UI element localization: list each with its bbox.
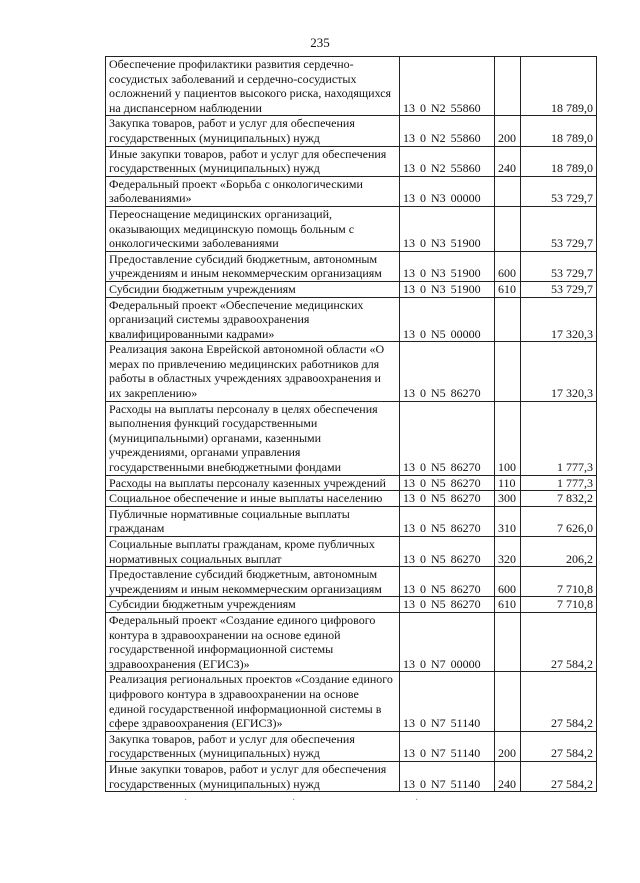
row-expense-type: 300 xyxy=(495,491,521,507)
page-number: 235 xyxy=(310,35,330,50)
row-expense-type: 240 xyxy=(495,146,521,176)
row-amount: 1 777,3 xyxy=(521,401,597,475)
row-amount: 18 789,0 xyxy=(521,57,597,116)
row-amount: 7 832,2 xyxy=(521,491,597,507)
row-expense-type xyxy=(495,176,521,206)
row-name: Федеральный проект «Борьба с онкологическими заболеваниями» xyxy=(106,176,400,206)
row-amount: 53 729,7 xyxy=(521,206,597,251)
table-row xyxy=(106,672,597,731)
row-target-code: 13 0 N7 00000 xyxy=(400,612,495,671)
row-expense-type: 320 xyxy=(495,537,521,567)
row-target-code: 13 0 N5 86270 xyxy=(400,506,495,536)
row-name: Расходы на выплаты персоналу казенных учреждений xyxy=(106,475,400,491)
row-target-code: 13 0 N5 86270 xyxy=(400,567,495,597)
row-target-code: 13 0 N5 86270 xyxy=(400,475,495,491)
row-amount: 27 584,2 xyxy=(521,672,597,731)
row-name: Федеральный проект «Обеспечение медицинских организаций системы здравоохранения квалифицированными кадрами» xyxy=(106,297,400,342)
table-row xyxy=(106,281,597,297)
table-row xyxy=(106,146,597,176)
row-amount: 7 626,0 xyxy=(521,506,597,536)
row-expense-type: 600 xyxy=(495,251,521,281)
table-row xyxy=(106,176,597,206)
row-amount: 53 729,7 xyxy=(521,281,597,297)
row-name: Иные закупки товаров, работ и услуг для обеспечения государственных (муниципальных) нужд xyxy=(106,146,400,176)
row-expense-type: 310 xyxy=(495,506,521,536)
row-expense-type: 200 xyxy=(495,116,521,146)
table-row xyxy=(106,567,597,597)
row-target-code: 13 0 N5 86270 xyxy=(400,597,495,613)
row-name: Субсидии бюджетным учреждениям xyxy=(106,281,400,297)
table-row xyxy=(106,506,597,536)
table-row xyxy=(106,537,597,567)
row-target-code: 13 0 N3 51900 xyxy=(400,251,495,281)
row-amount: 1 777,3 xyxy=(521,475,597,491)
row-amount: 27 584,2 xyxy=(521,731,597,761)
row-target-code: 13 0 N5 86270 xyxy=(400,537,495,567)
row-amount: 27 584,2 xyxy=(521,612,597,671)
row-expense-type xyxy=(495,612,521,671)
row-name: Расходы на выплаты персоналу в целях обеспечения выполнения функций государственными (муниципальными) органами, казенными учреждениями, органами управления государственными внебюджетными фондами xyxy=(106,401,400,475)
row-amount: 206,2 xyxy=(521,537,597,567)
row-target-code: 13 0 N5 86270 xyxy=(400,342,495,401)
row-name: Реализация закона Еврейской автономной области «О мерах по привлечению медицинских работников для работы в областных учреждениях здравоохранения и их закреплению» xyxy=(106,342,400,401)
table-row xyxy=(106,475,597,491)
table-row xyxy=(106,731,597,761)
row-amount: 53 729,7 xyxy=(521,251,597,281)
row-name: Федеральный проект «Создание единого цифрового контура в здравоохранении на основе единой государственной информационной системы здравоохранения (ЕГИСЗ)» xyxy=(106,612,400,671)
table-row xyxy=(106,612,597,671)
row-expense-type: 110 xyxy=(495,475,521,491)
row-name: Предоставление субсидий бюджетным, автономным учреждениям и иным некоммерческим организациям xyxy=(106,567,400,597)
row-name: Социальное обеспечение и иные выплаты населению xyxy=(106,491,400,507)
row-amount: 18 789,0 xyxy=(521,146,597,176)
table-row xyxy=(106,206,597,251)
row-name: Обеспечение профилактики развития сердечно-сосудистых заболеваний и сердечно-сосудистых осложнений у пациентов высокого риска, находящихся на диспансерном наблюдении xyxy=(106,57,400,116)
row-expense-type xyxy=(495,342,521,401)
row-expense-type: 610 xyxy=(495,597,521,613)
table-row xyxy=(106,57,597,116)
row-target-code: 13 0 N2 55860 xyxy=(400,57,495,116)
budget-table-body xyxy=(106,57,597,792)
row-name: Публичные нормативные социальные выплаты гражданам xyxy=(106,506,400,536)
row-target-code: 13 0 N7 51140 xyxy=(400,761,495,791)
table-row xyxy=(106,761,597,791)
row-target-code: 13 0 N5 00000 xyxy=(400,297,495,342)
row-target-code: 13 0 N5 86270 xyxy=(400,401,495,475)
scan-speck: · xyxy=(184,795,188,806)
row-expense-type xyxy=(495,297,521,342)
scan-speck: · xyxy=(292,795,296,806)
row-target-code: 13 0 N7 51140 xyxy=(400,672,495,731)
row-expense-type: 240 xyxy=(495,761,521,791)
row-target-code: 13 0 N3 00000 xyxy=(400,176,495,206)
table-row xyxy=(106,116,597,146)
row-amount: 17 320,3 xyxy=(521,297,597,342)
row-amount: 27 584,2 xyxy=(521,761,597,791)
table-row xyxy=(106,597,597,613)
row-expense-type: 100 xyxy=(495,401,521,475)
row-target-code: 13 0 N2 55860 xyxy=(400,116,495,146)
row-name: Переоснащение медицинских организаций, оказывающих медицинскую помощь больным с онкологическими заболеваниями xyxy=(106,206,400,251)
row-target-code: 13 0 N5 86270 xyxy=(400,491,495,507)
table-row xyxy=(106,251,597,281)
budget-table xyxy=(105,56,597,792)
row-amount: 18 789,0 xyxy=(521,116,597,146)
row-target-code: 13 0 N7 51140 xyxy=(400,731,495,761)
row-name: Реализация региональных проектов «Создание единого цифрового контура в здравоохранении на основе единой государственной информационной системы в сфере здравоохранения (ЕГИСЗ)» xyxy=(106,672,400,731)
scan-speck: · xyxy=(415,795,419,806)
row-expense-type: 200 xyxy=(495,731,521,761)
row-amount: 53 729,7 xyxy=(521,176,597,206)
table-row xyxy=(106,401,597,475)
table-row xyxy=(106,297,597,342)
table-row xyxy=(106,342,597,401)
row-expense-type xyxy=(495,672,521,731)
row-expense-type xyxy=(495,57,521,116)
row-expense-type: 600 xyxy=(495,567,521,597)
row-target-code: 13 0 N2 55860 xyxy=(400,146,495,176)
row-name: Субсидии бюджетным учреждениям xyxy=(106,597,400,613)
row-target-code: 13 0 N3 51900 xyxy=(400,281,495,297)
row-name: Предоставление субсидий бюджетным, автономным учреждениям и иным некоммерческим организациям xyxy=(106,251,400,281)
row-expense-type: 610 xyxy=(495,281,521,297)
row-amount: 7 710,8 xyxy=(521,597,597,613)
row-name: Иные закупки товаров, работ и услуг для обеспечения государственных (муниципальных) нужд xyxy=(106,761,400,791)
row-name: Социальные выплаты гражданам, кроме публичных нормативных социальных выплат xyxy=(106,537,400,567)
row-name: Закупка товаров, работ и услуг для обеспечения государственных (муниципальных) нужд xyxy=(106,116,400,146)
table-row xyxy=(106,491,597,507)
row-expense-type xyxy=(495,206,521,251)
row-name: Закупка товаров, работ и услуг для обеспечения государственных (муниципальных) нужд xyxy=(106,731,400,761)
row-amount: 7 710,8 xyxy=(521,567,597,597)
row-amount: 17 320,3 xyxy=(521,342,597,401)
row-target-code: 13 0 N3 51900 xyxy=(400,206,495,251)
